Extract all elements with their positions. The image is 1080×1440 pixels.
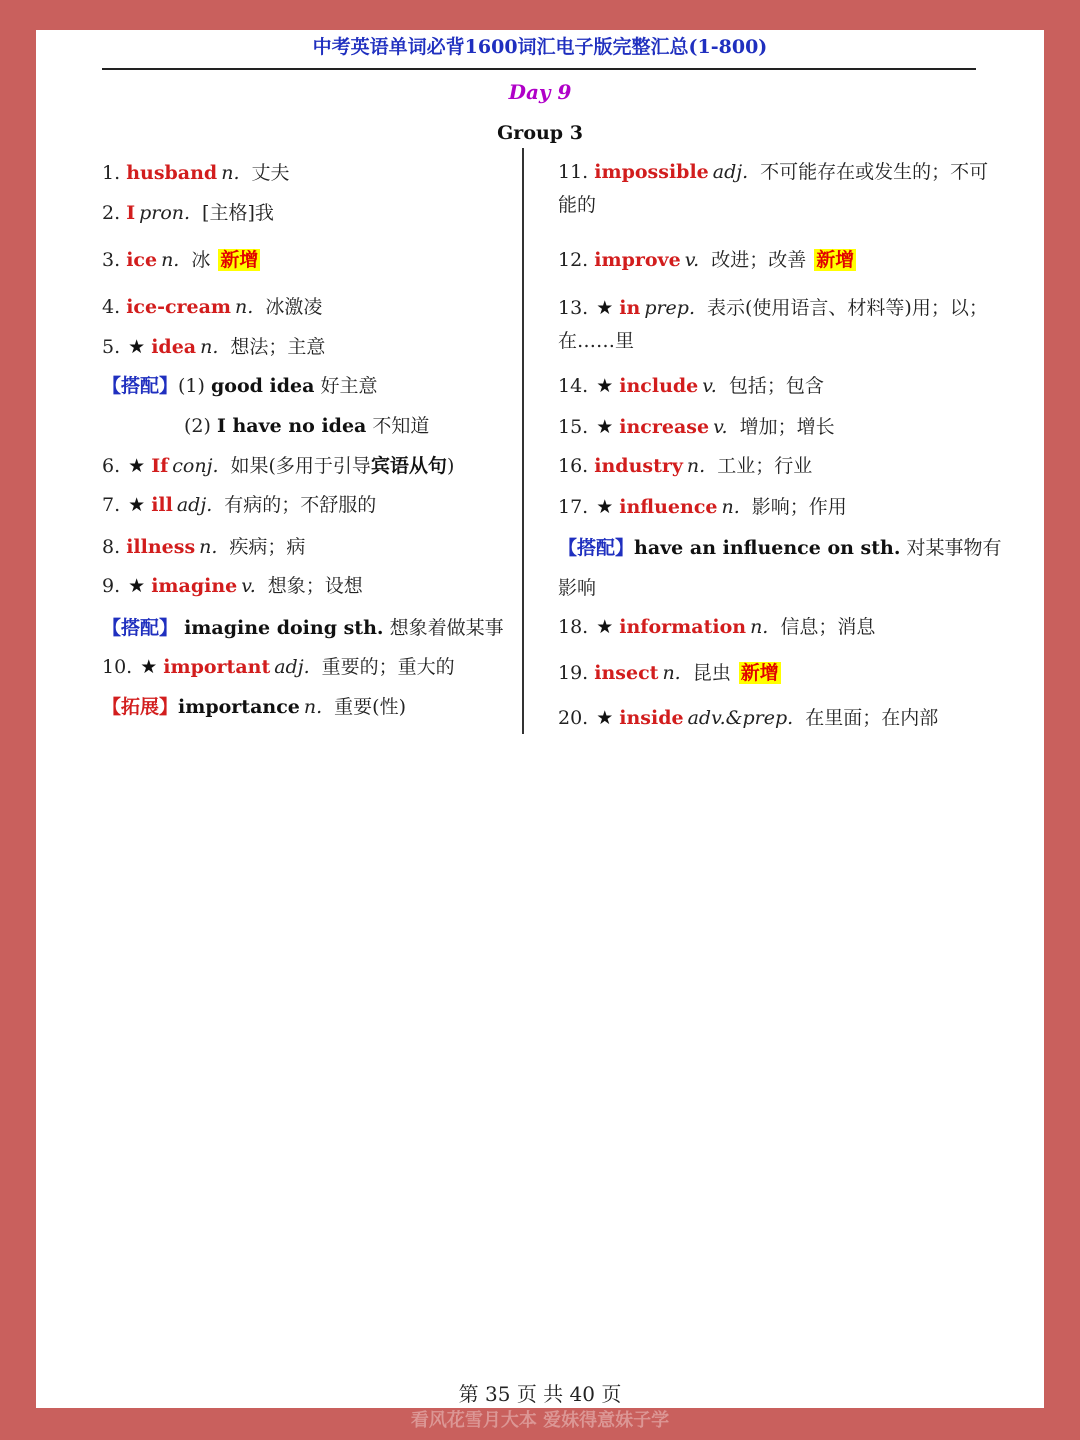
collocation-tag: 【搭配】: [102, 375, 179, 397]
entry-pos: n.: [221, 162, 240, 184]
entry-pos: v.: [713, 416, 728, 438]
entry-meaning: 表示(使用语言、材料等)用；以；: [707, 297, 988, 319]
entry-meaning: 丈夫: [251, 162, 290, 184]
entry-word: illness: [126, 536, 196, 558]
extension-tag: 【拓展】: [102, 696, 179, 718]
entry-number: 20.: [558, 707, 589, 729]
entry-number: 10.: [102, 656, 133, 678]
entry-number: 16.: [558, 455, 589, 477]
entry-word: ice: [126, 249, 158, 271]
new-badge: 新增: [816, 249, 855, 271]
collocation-2: [184, 413, 429, 439]
entry-word: information: [619, 616, 747, 638]
entry-number: 18.: [558, 616, 589, 638]
vocab-entry-9: [102, 573, 363, 599]
entry-number: 14.: [558, 375, 589, 397]
entry-number: 15.: [558, 416, 589, 438]
star-icon: ★: [596, 375, 614, 397]
entry-word: I: [126, 202, 136, 224]
collocation-4: [558, 535, 1002, 561]
entry-pos: adj.: [274, 656, 310, 678]
entry-word: important: [163, 656, 271, 678]
entry-pos: v.: [684, 249, 700, 271]
entry-pos: adj.: [712, 161, 749, 183]
entry-word: insect: [594, 662, 659, 684]
entry-word: idea: [151, 336, 197, 358]
entry-word: influence: [619, 496, 718, 518]
entry-meaning: 增加；增长: [739, 416, 835, 438]
entry-pos: conj.: [172, 455, 219, 477]
entry-number: 8.: [102, 536, 121, 558]
group-heading: Group 3: [497, 122, 583, 144]
entry-number: 7.: [102, 494, 121, 516]
entry-word: imagine: [151, 575, 238, 597]
collocation-meaning: 想象着做某事: [389, 617, 504, 639]
entry-pos: n.: [199, 536, 218, 558]
entry-pos: n.: [235, 296, 254, 318]
entry-meaning: 冰激凌: [265, 296, 323, 318]
new-badge: 新增: [220, 249, 259, 271]
entry-number: 9.: [102, 575, 121, 597]
entry-word: ice-cream: [126, 296, 232, 318]
entry-pos: n.: [200, 336, 219, 358]
vocab-entry-5: [102, 334, 325, 360]
entry-meaning-end: ): [446, 455, 455, 477]
entry-meaning: 有病的；不舒服的: [224, 494, 377, 516]
star-icon: ★: [128, 336, 146, 358]
vocab-entry-3: [102, 247, 260, 273]
entry-word: industry: [594, 455, 683, 477]
entry-number: 19.: [558, 662, 589, 684]
column-divider: [522, 148, 524, 734]
star-icon: ★: [128, 575, 146, 597]
entry-meaning: 包括；包含: [728, 375, 824, 397]
entry-meaning: [主格]我: [202, 202, 274, 224]
entry-number: 17.: [558, 496, 589, 518]
entry-meaning: 想象；设想: [267, 575, 363, 597]
entry-number: 11.: [558, 161, 589, 183]
extension-meaning: 重要(性): [334, 696, 406, 718]
extension-1: [102, 694, 406, 720]
vocab-entry-12: [558, 247, 856, 273]
collocation-phrase: I have no idea: [216, 415, 367, 437]
entry-meaning: 改进；改善: [711, 249, 807, 271]
entry-pos: adv.&prep.: [687, 707, 794, 729]
vocab-entry-19: [558, 660, 781, 686]
entry-number: 3.: [102, 249, 121, 271]
vocab-entry-18: [558, 614, 875, 640]
entry-number: 13.: [558, 297, 589, 319]
entry-pos: n.: [686, 455, 706, 477]
vocab-entry-11-cont: [558, 192, 596, 218]
entry-pos: n.: [161, 249, 180, 271]
vocab-entry-7: [102, 492, 376, 518]
entry-meaning-bold: 宾语从句: [370, 455, 447, 477]
entry-word: inside: [619, 707, 684, 729]
vocab-entry-4: [102, 294, 322, 320]
document-title: 中考英语单词必背1600词汇电子版完整汇总(1-800): [312, 36, 768, 58]
entry-meaning: 信息；消息: [780, 616, 876, 638]
collocation-index: (1): [178, 375, 205, 397]
vocab-entry-10: [102, 654, 455, 680]
vocab-entry-14: [558, 373, 824, 399]
star-icon: ★: [596, 707, 614, 729]
collocation-tag: 【搭配】: [102, 617, 179, 639]
vocab-entry-1: [102, 160, 290, 186]
entry-word: impossible: [594, 161, 709, 183]
entry-pos: n.: [721, 496, 740, 518]
entry-word: include: [619, 375, 699, 397]
entry-pos: n.: [750, 616, 769, 638]
collocation-meaning-cont: 影响: [558, 577, 597, 599]
entry-word: improve: [594, 249, 681, 271]
vocab-entry-11: [558, 159, 988, 185]
document-page: [36, 30, 1044, 1408]
collocation-phrase: have an influence on sth.: [634, 537, 901, 559]
entry-word: ill: [151, 494, 173, 516]
extension-word: importance: [178, 696, 300, 718]
entry-pos: pron.: [139, 202, 191, 224]
entry-meaning: 重要的；重大的: [321, 656, 455, 678]
entry-number: 6.: [102, 455, 121, 477]
collocation-meaning: 对某事物有: [906, 537, 1002, 559]
entry-word: in: [619, 297, 641, 319]
collocation-tag: 【搭配】: [558, 537, 635, 559]
entry-number: 1.: [102, 162, 121, 184]
entry-meaning: 如果(多用于引导: [230, 455, 371, 477]
entry-meaning-cont: 能的: [558, 194, 597, 216]
vocab-entry-13: [558, 295, 988, 321]
entry-number: 12.: [558, 249, 589, 271]
collocation-1: [102, 373, 377, 399]
star-icon: ★: [596, 297, 614, 319]
entry-pos: n.: [662, 662, 681, 684]
entry-number: 4.: [102, 296, 121, 318]
collocation-4-cont: [558, 575, 596, 601]
entry-meaning: 在里面；在内部: [805, 707, 939, 729]
entry-word: increase: [619, 416, 710, 438]
star-icon: ★: [596, 616, 614, 638]
star-icon: ★: [140, 656, 158, 678]
star-icon: ★: [596, 496, 614, 518]
collocation-phrase: good idea: [210, 375, 315, 397]
entry-number: 2.: [102, 202, 121, 224]
new-badge: 新增: [740, 662, 779, 684]
vocab-entry-17: [558, 494, 847, 520]
entry-meaning: 疾病；病: [229, 536, 306, 558]
collocation-3: [102, 615, 504, 641]
watermark-text: 看风花雪月大本 爱妹得意妹子学: [410, 1410, 670, 1431]
vocab-entry-2: [102, 200, 274, 226]
entry-pos: prep.: [644, 297, 696, 319]
star-icon: ★: [128, 494, 146, 516]
page-footer: 第 35 页 共 40 页: [458, 1382, 622, 1406]
entry-pos: n.: [303, 696, 323, 718]
star-icon: ★: [128, 455, 146, 477]
entry-meaning: 影响；作用: [751, 496, 847, 518]
star-icon: ★: [596, 416, 614, 438]
entry-meaning-cont: 在……里: [558, 330, 635, 352]
entry-pos: v.: [702, 375, 717, 397]
collocation-meaning: 好主意: [320, 375, 378, 397]
vocab-entry-13-cont: [558, 328, 634, 354]
vocab-entry-15: [558, 414, 835, 440]
vocab-entry-6: [102, 453, 454, 479]
day-heading: Day 9: [508, 80, 572, 104]
vocab-entry-8: [102, 534, 305, 560]
entry-meaning: 冰: [191, 249, 211, 271]
entry-number: 5.: [102, 336, 121, 358]
entry-pos: adj.: [176, 494, 213, 516]
collocation-meaning: 不知道: [372, 415, 430, 437]
entry-pos: v.: [241, 575, 256, 597]
entry-meaning: 想法；主意: [230, 336, 326, 358]
entry-word: husband: [126, 162, 218, 184]
collocation-index: (2): [184, 415, 211, 437]
entry-word: If: [151, 455, 169, 477]
vocab-entry-20: [558, 705, 938, 731]
entry-meaning: 不可能存在或发生的；不可: [760, 161, 989, 183]
collocation-phrase: imagine doing sth.: [184, 617, 384, 639]
entry-meaning: 昆虫: [692, 662, 731, 684]
entry-meaning: 工业；行业: [717, 455, 813, 477]
header-rule: [102, 68, 976, 70]
vocab-entry-16: [558, 453, 812, 479]
